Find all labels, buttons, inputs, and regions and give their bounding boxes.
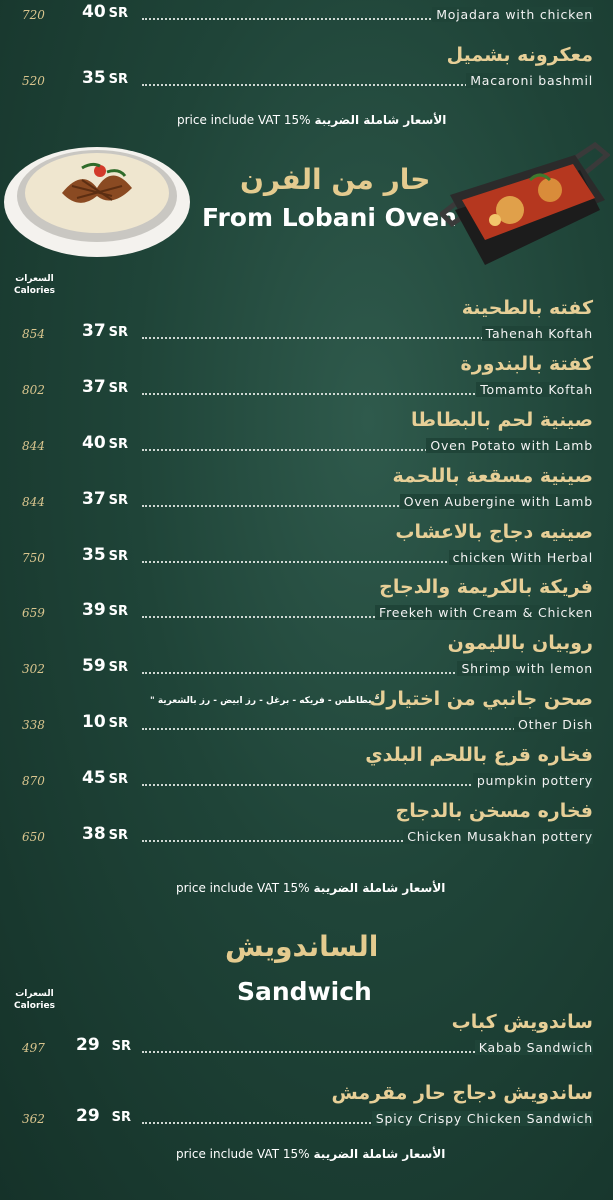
vat-note: price include VAT 15% الأسعار شاملة الضريبة	[176, 1147, 446, 1161]
calories-header: السعرات Calories	[14, 989, 55, 1011]
vat-note: price include VAT 15% الأسعار شاملة الضريبة	[176, 881, 446, 895]
item-name-en: pumpkin pottery	[473, 773, 593, 788]
oven-tray-image	[440, 140, 610, 272]
item-name-en: Oven Potato with Lamb	[426, 438, 593, 453]
section-title-en: Sandwich	[237, 977, 372, 1006]
calories-value: 844	[22, 439, 45, 453]
item-name-ar: فخاره قرع باللحم البلدي	[365, 744, 593, 766]
item-name-ar: صينيه دجاج بالاعشاب	[395, 521, 593, 543]
price: 35 SR	[82, 68, 129, 88]
menu-item	[0, 744, 613, 794]
menu-item	[0, 632, 613, 682]
menu-item	[0, 1082, 613, 1132]
item-name-ar: كفته بالطحينة	[461, 297, 593, 319]
calories-value: 802	[22, 383, 45, 397]
menu-item	[0, 1011, 613, 1061]
item-name-en: Kabab Sandwich	[475, 1040, 593, 1055]
item-name-en: Spicy Crispy Chicken Sandwich	[372, 1111, 593, 1126]
item-name-en: chicken With Herbal	[449, 550, 593, 565]
price: 37 SR	[82, 377, 129, 397]
calories-value: 302	[22, 662, 45, 676]
item-name-en: Macaroni bashmil	[466, 73, 593, 88]
price: 39 SR	[82, 600, 129, 620]
item-name-en: Other Dish	[514, 717, 593, 732]
calories-value: 520	[22, 74, 45, 88]
menu-item-mojadara	[0, 0, 613, 28]
menu-item	[0, 353, 613, 403]
item-name-en: Freekeh with Cream & Chicken	[375, 605, 593, 620]
price: 37 SR	[82, 321, 129, 341]
menu-item	[0, 800, 613, 850]
item-name-ar: ساندويش دجاج حار مقرمش	[331, 1082, 593, 1104]
menu-item-macaroni	[0, 44, 613, 94]
item-name-en: Mojadara with chicken	[432, 7, 593, 22]
item-name-en: Shrimp with lemon	[457, 661, 593, 676]
item-name-ar: فريكة بالكريمة والدجاج	[379, 576, 593, 598]
calories-value: 854	[22, 327, 45, 341]
item-name-ar: كفتة بالبندورة	[460, 353, 593, 375]
item-name-en: Tomamto Koftah	[476, 382, 593, 397]
section-title-ar: حار من الفرن	[240, 163, 431, 196]
soup-bowl-image	[2, 138, 192, 258]
calories-value: 338	[22, 718, 45, 732]
item-name-ar: فخاره مسخن بالدجاج	[395, 800, 593, 822]
calories-value: 870	[22, 774, 45, 788]
vat-note: price include VAT 15% الأسعار شاملة الضريبة	[177, 113, 447, 127]
price: 40 SR	[82, 2, 129, 22]
menu-item	[0, 521, 613, 571]
price: 29 SR	[76, 1035, 132, 1055]
price: 35 SR	[82, 545, 129, 565]
item-name-ar: صحن جانبي من اختيارك	[368, 688, 593, 710]
menu-item	[0, 409, 613, 459]
item-name-ar: صينية مسقعة باللحمة	[392, 465, 593, 487]
price: 37 SR	[82, 489, 129, 509]
menu-item	[0, 297, 613, 347]
section-title-ar: الساندويش	[225, 930, 379, 963]
item-name-en: Chicken Musakhan pottery	[403, 829, 593, 844]
price: 45 SR	[82, 768, 129, 788]
item-name-ar: صينية لحم بالبطاطا	[411, 409, 593, 431]
calories-value: 362	[22, 1112, 45, 1126]
price: 10 SR	[82, 712, 129, 732]
side-dish-options: " بطاطس - فريكه - برغل - رز ابيض - رز بالشعرية "	[150, 696, 380, 706]
item-name-en: Oven Aubergine with Lamb	[400, 494, 593, 509]
calories-value: 844	[22, 495, 45, 509]
menu-item	[0, 576, 613, 626]
calories-value: 650	[22, 830, 45, 844]
calories-header: السعرات Calories	[14, 274, 55, 296]
section-title-en: From Lobani Oven	[202, 203, 457, 232]
calories-value: 720	[22, 8, 45, 22]
calories-value: 750	[22, 551, 45, 565]
price: 59 SR	[82, 656, 129, 676]
menu-item	[0, 465, 613, 515]
price: 38 SR	[82, 824, 129, 844]
price: 40 SR	[82, 433, 129, 453]
item-name-ar: معكرونه بشميل	[446, 44, 593, 66]
calories-value: 659	[22, 606, 45, 620]
menu-item-other-dish	[0, 688, 613, 738]
item-name-en: Tahenah Koftah	[482, 326, 593, 341]
item-name-ar: ساندويش كباب	[451, 1011, 593, 1033]
item-name-ar: روبيان بالليمون	[447, 632, 593, 654]
price: 29 SR	[76, 1106, 132, 1126]
calories-value: 497	[22, 1041, 45, 1055]
